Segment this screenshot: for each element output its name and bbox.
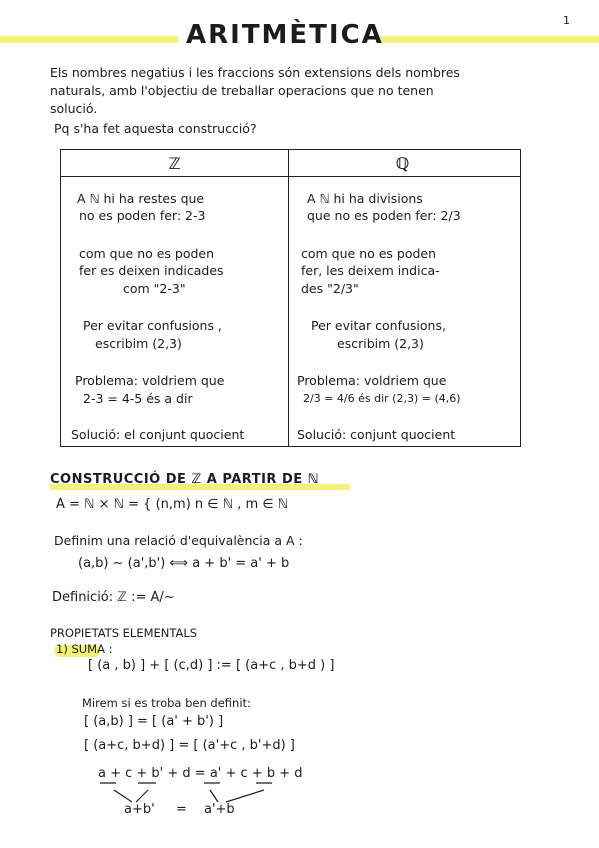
q-row1-a: A ℕ hi ha divisions [307,191,423,206]
title-highlight-left [0,36,178,43]
z-row5: Solució: el conjunt quocient [71,427,245,442]
equation-2: [ (a+c, b+d) ] = [ (a'+c , b'+d) ] [84,738,295,753]
relation-intro: Definim una relació d'equivalència a A : [54,533,303,548]
relation-definition: (a,b) ~ (a',b') ⟺ a + b' = a' + b [78,556,290,571]
sum-definition: [ (a , b) ] + [ (c,d) ] := [ (a+c , b+d ) ] [88,658,335,673]
table-divider-header [61,176,520,177]
equation-4-right: a'+b [204,802,235,817]
z-row3-b: escribim (2,3) [95,336,182,351]
comparison-table [60,149,521,447]
well-defined-intro: Mirem si es troba ben definit: [82,696,251,710]
col-header-q: ℚ [395,154,410,173]
z-row2-c: com "2-3" [123,281,186,296]
q-row2-c: des "2/3" [301,281,359,296]
q-row3-a: Per evitar confusions, [311,318,446,333]
q-row2-b: fer, les deixem indica- [301,263,440,278]
q-row4-a: Problema: voldriem que [297,373,447,388]
equation-1: [ (a,b) ] = [ (a' + b') ] [84,714,224,729]
table-divider-vertical [288,150,289,446]
z-row2-a: com que no es poden [79,246,215,261]
q-row3-b: escribim (2,3) [337,336,424,351]
equation-3: a + c + b' + d = a' + c + b + d [98,766,303,781]
intro-question: Pq s'ha fet aquesta construcció? [54,121,257,136]
page-title: ARITMÈTICA [186,20,384,50]
q-row1-b: que no es poden fer: 2/3 [307,208,461,223]
equation-4-left: a+b' [124,802,155,817]
construction-heading: CONSTRUCCIÓ DE ℤ A PARTIR DE ℕ [50,472,320,487]
q-row5: Solució: conjunt quocient [297,427,456,442]
title-highlight-right [376,36,599,43]
z-row3-a: Per evitar confusions , [83,318,222,333]
z-row4-b: 2-3 = 4-5 és a dir [83,391,193,406]
intro-line-3: solució. [50,101,98,116]
col-header-z: ℤ [168,154,181,173]
page-number: 1 [563,14,570,27]
z-definition: Definició: ℤ := A/~ [52,590,175,605]
intro-line-1: Els nombres negatius i les fraccions són extensions dels nombres [50,65,460,80]
z-row4-a: Problema: voldriem que [75,373,225,388]
set-definition: A = ℕ × ℕ = { (n,m) n ∈ ℕ , m ∈ ℕ [56,497,289,512]
intro-line-2: naturals, amb l'objectiu de treballar operacions que no tenen [50,83,434,98]
z-row2-b: fer es deixen indicades [79,263,224,278]
property-1-label: 1) SUMA : [56,642,113,656]
equation-4-equals: = [176,802,187,817]
properties-heading: PROPIETATS ELEMENTALS [50,626,198,640]
q-row2-a: com que no es poden [301,246,437,261]
q-row4-b: 2/3 = 4/6 és dir (2,3) = (4,6) [303,392,461,405]
z-row1-b: no es poden fer: 2-3 [79,208,206,223]
z-row1-a: A ℕ hi ha restes que [77,191,205,206]
